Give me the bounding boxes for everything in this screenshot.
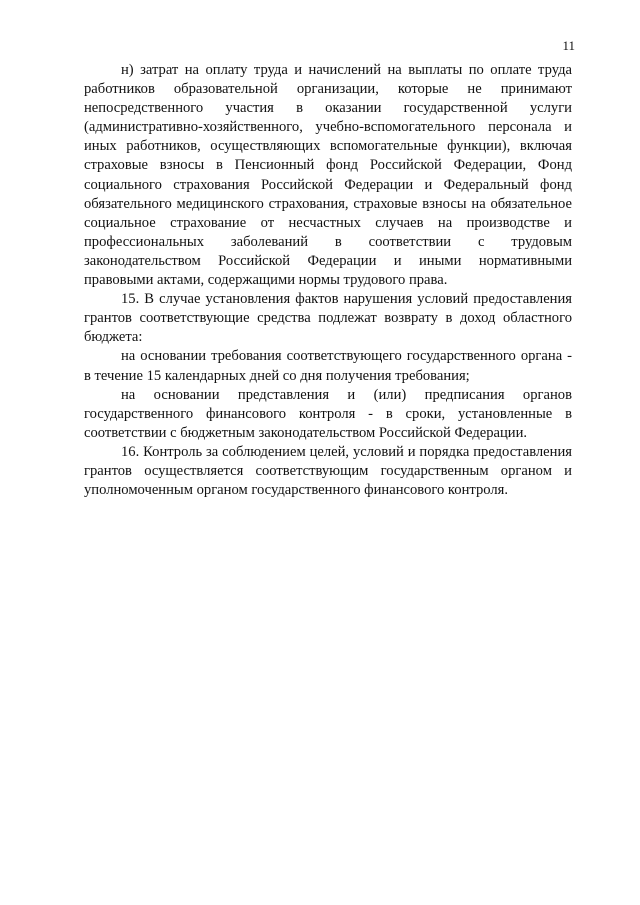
paragraph-clause-15: 15. В случае установления фактов нарушения условий предоставления грантов соответствующие средства подлежат возврату в доход областного бюджета:: [84, 291, 572, 346]
paragraph-item-n: н) затрат на оплату труда и начислений на выплаты по оплате труда работников образовательной организации, которые не принимают непосредственного участия в оказании государственной услуги (административно-хозяйственного, учебно-вспомогательного персонала и иных работников, осуществляющих вспомогательные функции), включая страховые взносы в Пенсионный фонд Российской Федерации, Фонд социального страхования Российской Федерации и Федеральный фонд обязательного медицинского страхования, страховые взносы на обязательное социальное страхование от несчастных случаев на производстве и профессиональных заболеваний в соответствии с трудовым законодательством Российской Федерации и иными нормативными правовыми актами, содержащими нормы трудового права.: [84, 62, 572, 289]
paragraph-clause-15-control-body: на основании представления и (или) предписания органов государственного финансового контроля - в сроки, установленные в соответствии с бюджетным законодательством Российской Федерации.: [84, 386, 572, 441]
document-body: [84, 61, 572, 500]
paragraph-clause-16: 16. Контроль за соблюдением целей, условий и порядка предоставления грантов осуществляется соответствующим государственным органом и уполномоченным органом государственного финансового контроля.: [84, 443, 572, 499]
paragraph-clause-15-requirement: на основании требования соответствующего государственного органа - в течение 15 календарных дней со дня получения требования;: [84, 348, 572, 384]
page-number: 11: [562, 38, 575, 53]
